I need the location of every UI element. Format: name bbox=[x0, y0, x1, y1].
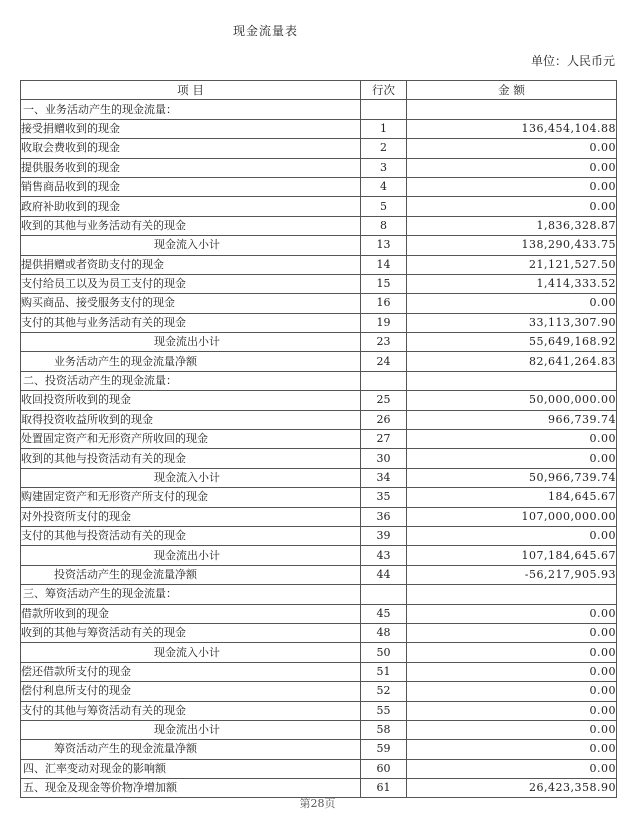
row-line-number: 1 bbox=[361, 119, 407, 138]
row-line-number: 48 bbox=[361, 623, 407, 642]
page-title: 现金流量表 bbox=[233, 24, 299, 38]
row-item: 一、业务活动产生的现金流量： bbox=[21, 100, 361, 119]
row-item: 收回投资所收到的现金 bbox=[21, 391, 361, 410]
row-line-number: 30 bbox=[361, 449, 407, 468]
row-amount: 136,454,104.88 bbox=[407, 119, 617, 138]
row-amount bbox=[407, 100, 617, 119]
row-item: 现金流出小计 bbox=[21, 333, 361, 352]
table-row bbox=[21, 139, 617, 158]
table-row bbox=[21, 100, 617, 119]
table-row bbox=[21, 255, 617, 274]
table-row bbox=[21, 720, 617, 739]
row-amount: 1,414,333.52 bbox=[407, 274, 617, 293]
row-line-number: 27 bbox=[361, 430, 407, 449]
table-row bbox=[21, 410, 617, 429]
row-line-number: 4 bbox=[361, 177, 407, 196]
table-row bbox=[21, 507, 617, 526]
row-line-number: 5 bbox=[361, 197, 407, 216]
row-amount: 55,649,168.92 bbox=[407, 333, 617, 352]
row-amount: 0.00 bbox=[407, 759, 617, 778]
table-row bbox=[21, 682, 617, 701]
table-row bbox=[21, 662, 617, 681]
row-amount: 0.00 bbox=[407, 604, 617, 623]
row-amount: 26,423,358.90 bbox=[407, 779, 617, 798]
table-row bbox=[21, 236, 617, 255]
row-line-number: 50 bbox=[361, 643, 407, 662]
row-amount: 82,641,264.83 bbox=[407, 352, 617, 371]
row-line-number: 34 bbox=[361, 468, 407, 487]
row-item: 支付给员工以及为员工支付的现金 bbox=[21, 274, 361, 293]
row-amount: 0.00 bbox=[407, 197, 617, 216]
row-item: 收取会费收到的现金 bbox=[21, 139, 361, 158]
table-row bbox=[21, 119, 617, 138]
row-amount: 0.00 bbox=[407, 682, 617, 701]
row-line-number: 23 bbox=[361, 333, 407, 352]
table-row bbox=[21, 585, 617, 604]
row-amount bbox=[407, 585, 617, 604]
row-amount bbox=[407, 371, 617, 390]
table-row bbox=[21, 352, 617, 371]
row-item: 取得投资收益所收到的现金 bbox=[21, 410, 361, 429]
row-line-number: 59 bbox=[361, 740, 407, 759]
header-item: 项 目 bbox=[21, 81, 361, 100]
row-item: 偿付利息所支付的现金 bbox=[21, 682, 361, 701]
row-amount: 50,000,000.00 bbox=[407, 391, 617, 410]
row-amount: 0.00 bbox=[407, 740, 617, 759]
row-item: 提供捐赠或者资助支付的现金 bbox=[21, 255, 361, 274]
table-row bbox=[21, 177, 617, 196]
currency-unit: 单位：人民币元 bbox=[530, 54, 615, 68]
table-row bbox=[21, 565, 617, 584]
row-item: 对外投资所支付的现金 bbox=[21, 507, 361, 526]
header-line: 行次 bbox=[361, 81, 407, 100]
row-item: 支付的其他与筹资活动有关的现金 bbox=[21, 701, 361, 720]
table-row bbox=[21, 449, 617, 468]
row-item: 投资活动产生的现金流量净额 bbox=[21, 565, 361, 584]
table-row bbox=[21, 526, 617, 545]
row-line-number: 45 bbox=[361, 604, 407, 623]
table-row bbox=[21, 488, 617, 507]
row-line-number: 61 bbox=[361, 779, 407, 798]
row-amount: 138,290,433.75 bbox=[407, 236, 617, 255]
header-amount: 金 额 bbox=[407, 81, 617, 100]
row-line-number: 8 bbox=[361, 216, 407, 235]
row-amount: 50,966,739.74 bbox=[407, 468, 617, 487]
table-row bbox=[21, 740, 617, 759]
row-amount: 107,184,645.67 bbox=[407, 546, 617, 565]
row-item: 偿还借款所支付的现金 bbox=[21, 662, 361, 681]
row-amount: 0.00 bbox=[407, 158, 617, 177]
row-item: 业务活动产生的现金流量净额 bbox=[21, 352, 361, 371]
row-item: 提供服务收到的现金 bbox=[21, 158, 361, 177]
row-amount: 0.00 bbox=[407, 177, 617, 196]
row-item: 筹资活动产生的现金流量净额 bbox=[21, 740, 361, 759]
row-amount: 0.00 bbox=[407, 701, 617, 720]
row-item: 现金流入小计 bbox=[21, 236, 361, 255]
row-line-number: 44 bbox=[361, 565, 407, 584]
row-line-number: 14 bbox=[361, 255, 407, 274]
row-item: 四、汇率变动对现金的影响额 bbox=[21, 759, 361, 778]
row-item: 五、现金及现金等价物净增加额 bbox=[21, 779, 361, 798]
row-line-number: 58 bbox=[361, 720, 407, 739]
row-item: 销售商品收到的现金 bbox=[21, 177, 361, 196]
page-number: 第28页 bbox=[299, 797, 336, 810]
row-line-number: 3 bbox=[361, 158, 407, 177]
row-line-number: 19 bbox=[361, 313, 407, 332]
row-amount: 184,645.67 bbox=[407, 488, 617, 507]
table-row bbox=[21, 313, 617, 332]
row-amount: 0.00 bbox=[407, 449, 617, 468]
row-line-number: 43 bbox=[361, 546, 407, 565]
table-row bbox=[21, 701, 617, 720]
row-line-number: 2 bbox=[361, 139, 407, 158]
row-line-number: 15 bbox=[361, 274, 407, 293]
row-line-number: 39 bbox=[361, 526, 407, 545]
row-line-number: 26 bbox=[361, 410, 407, 429]
row-amount: 0.00 bbox=[407, 294, 617, 313]
row-amount: -56,217,905.93 bbox=[407, 565, 617, 584]
row-item: 借款所收到的现金 bbox=[21, 604, 361, 623]
table-row bbox=[21, 430, 617, 449]
row-amount: 0.00 bbox=[407, 526, 617, 545]
row-amount: 966,739.74 bbox=[407, 410, 617, 429]
row-amount: 0.00 bbox=[407, 430, 617, 449]
row-line-number: 13 bbox=[361, 236, 407, 255]
row-line-number: 35 bbox=[361, 488, 407, 507]
row-item: 收到的其他与业务活动有关的现金 bbox=[21, 216, 361, 235]
row-line-number: 36 bbox=[361, 507, 407, 526]
row-line-number bbox=[361, 585, 407, 604]
table-row bbox=[21, 294, 617, 313]
row-item: 收到的其他与投资活动有关的现金 bbox=[21, 449, 361, 468]
row-item: 现金流出小计 bbox=[21, 720, 361, 739]
row-line-number: 25 bbox=[361, 391, 407, 410]
row-amount: 0.00 bbox=[407, 720, 617, 739]
row-line-number: 24 bbox=[361, 352, 407, 371]
row-line-number: 55 bbox=[361, 701, 407, 720]
row-item: 收到的其他与筹资活动有关的现金 bbox=[21, 623, 361, 642]
table-row bbox=[21, 604, 617, 623]
table-row bbox=[21, 759, 617, 778]
row-line-number: 16 bbox=[361, 294, 407, 313]
table-row bbox=[21, 197, 617, 216]
table-row bbox=[21, 371, 617, 390]
row-item: 三、筹资活动产生的现金流量： bbox=[21, 585, 361, 604]
table-row bbox=[21, 391, 617, 410]
table-row bbox=[21, 216, 617, 235]
table-row bbox=[21, 274, 617, 293]
row-line-number bbox=[361, 100, 407, 119]
table-row bbox=[21, 158, 617, 177]
row-item: 支付的其他与业务活动有关的现金 bbox=[21, 313, 361, 332]
row-amount: 107,000,000.00 bbox=[407, 507, 617, 526]
row-item: 现金流入小计 bbox=[21, 468, 361, 487]
table-header-row bbox=[21, 81, 617, 100]
row-amount: 1,836,328.87 bbox=[407, 216, 617, 235]
table-row bbox=[21, 468, 617, 487]
row-item: 处置固定资产和无形资产所收回的现金 bbox=[21, 430, 361, 449]
row-amount: 0.00 bbox=[407, 662, 617, 681]
row-amount: 0.00 bbox=[407, 643, 617, 662]
row-item: 购建固定资产和无形资产所支付的现金 bbox=[21, 488, 361, 507]
row-line-number: 52 bbox=[361, 682, 407, 701]
table-row bbox=[21, 333, 617, 352]
table-row bbox=[21, 643, 617, 662]
row-line-number: 51 bbox=[361, 662, 407, 681]
row-item: 购买商品、接受服务支付的现金 bbox=[21, 294, 361, 313]
row-item: 二、投资活动产生的现金流量： bbox=[21, 371, 361, 390]
row-item: 接受捐赠收到的现金 bbox=[21, 119, 361, 138]
row-item: 现金流出小计 bbox=[21, 546, 361, 565]
row-amount: 21,121,527.50 bbox=[407, 255, 617, 274]
row-line-number: 60 bbox=[361, 759, 407, 778]
row-amount: 0.00 bbox=[407, 139, 617, 158]
table-row bbox=[21, 546, 617, 565]
row-item: 现金流入小计 bbox=[21, 643, 361, 662]
cash-flow-table bbox=[20, 80, 617, 798]
row-item: 支付的其他与投资活动有关的现金 bbox=[21, 526, 361, 545]
row-amount: 33,113,307.90 bbox=[407, 313, 617, 332]
row-line-number bbox=[361, 371, 407, 390]
row-item: 政府补助收到的现金 bbox=[21, 197, 361, 216]
table-row bbox=[21, 623, 617, 642]
row-amount: 0.00 bbox=[407, 623, 617, 642]
